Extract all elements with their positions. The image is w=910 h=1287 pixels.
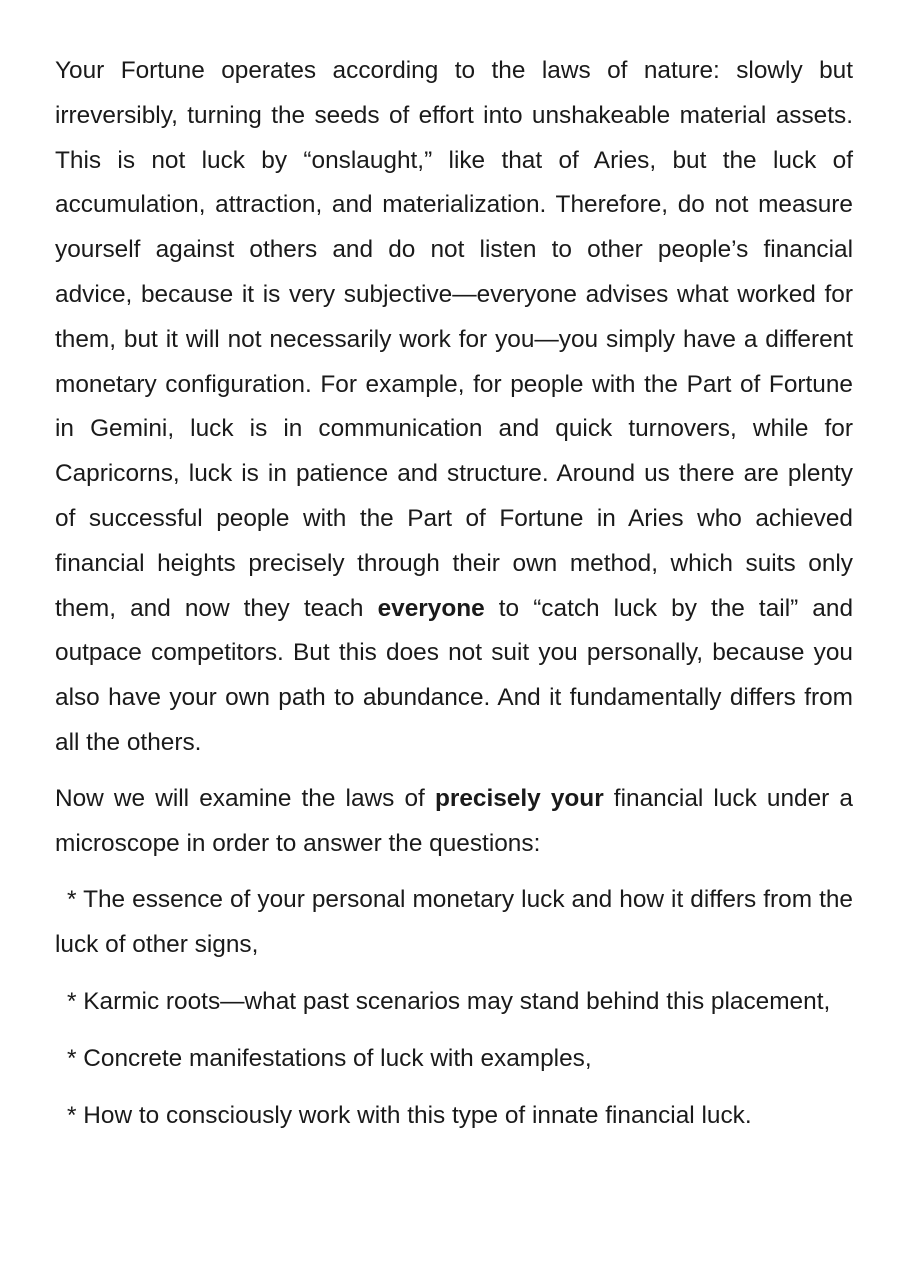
emphasis-everyone: everyone <box>377 594 485 622</box>
list-item: * Concrete manifestations of luck with examples, <box>67 1044 592 1072</box>
intro-paragraph <box>55 49 853 766</box>
intro-text-1: Your Fortune operates according to the laws of nature: slowly but irreversibly, turning the seeds of effort into unshakeable material assets. This is not luck by “onslaught,” like that of Aries, but the luck of accumulation, attraction, and materialization. Therefore, do not measure yourself against others and do not listen to other people’s financial advice, because it is very subjective—everyone advises what worked for them, but it will not necessarily work for you—you simply have a different monetary configuration. For example, for people with the Part of Fortune in Gemini, luck is in communication and quick turnovers, while for Capricorns, luck is in patience and structure. Around us there are plenty of successful people with the Part of Fortune in Aries who achieved financial heights precisely through their own method, which suits only them, and now they teach <box>55 57 853 622</box>
questions-text-1: Now we will examine the laws of <box>55 784 435 812</box>
list-item: * Karmic roots—what past scenarios may stand behind this placement, <box>67 987 831 1015</box>
questions-text-2: financial luck under a microscope in order to answer the questions: <box>55 784 853 857</box>
emphasis-precisely-your: precisely your <box>434 784 604 812</box>
questions-intro-paragraph <box>55 777 853 867</box>
document-page <box>55 49 853 1138</box>
list-item: * How to consciously work with this type of innate financial luck. <box>67 1101 752 1129</box>
list-item: * The essence of your personal monetary luck and how it differs from the luck of other signs, <box>55 886 853 959</box>
intro-text-2: to “catch luck by the tail” and outpace competitors. But this does not suit you personally, because you also have your own path to abundance. And it fundamentally differs from all the others. <box>55 594 854 756</box>
